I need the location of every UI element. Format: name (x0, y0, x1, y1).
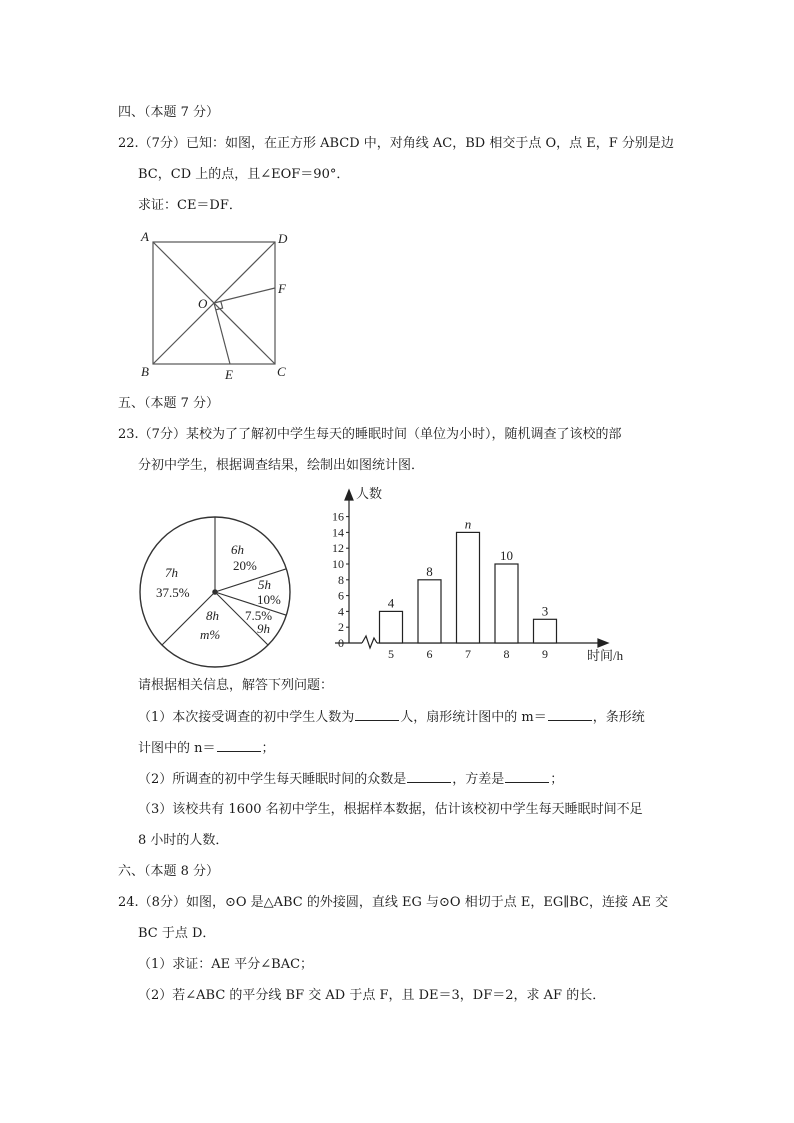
x-tick-label-9: 9 (542, 647, 548, 661)
x-tick-label-5: 5 (388, 647, 394, 661)
y-tick-label-14: 14 (332, 525, 344, 540)
q23-sub1-text-c: ，条形统 (592, 710, 645, 725)
q22-prove: 求证：CE＝DF． (138, 198, 242, 213)
label-d: D (278, 231, 288, 246)
answer-blank-n[interactable] (217, 739, 261, 752)
bar-chart (330, 480, 640, 670)
y-tick-label-0: 0 (338, 636, 344, 650)
segment-oe (214, 303, 230, 364)
label-e: E (225, 367, 233, 382)
q22-line-1: 22.（7分）已知：如图，在正方形 ABCD 中，对角线 AC，BD 相交于点 O，点 E，F 分别是边 (118, 136, 674, 151)
section-5-header: 五、（本题 7 分） (118, 396, 220, 411)
label-f: F (278, 281, 286, 296)
q23-instructions: 请根据相关信息，解答下列问题： (138, 678, 334, 693)
q23-sub2-text-b: ，方差是 (452, 772, 505, 787)
bar-8 (495, 564, 518, 643)
bar-data-label-5: 4 (387, 595, 395, 611)
pie-chart (135, 510, 295, 670)
x-axis-arrow (598, 639, 608, 647)
answer-blank-m[interactable] (548, 708, 592, 721)
pie-value-8h: m% (200, 627, 221, 642)
q23-sub1-text-d: 计图中的 n＝ (138, 741, 216, 756)
bar-5 (380, 611, 403, 643)
q22-square-figure (135, 226, 305, 386)
label-a: A (141, 229, 149, 244)
bar-data-label-9: 3 (541, 603, 549, 619)
y-tick-label-4: 4 (338, 604, 344, 619)
q23-sub1-line1 (138, 708, 645, 727)
answer-blank-variance[interactable] (505, 770, 549, 783)
y-tick-label-8: 8 (338, 572, 344, 587)
label-b: B (141, 364, 149, 379)
pie-label-9h: 9h (257, 621, 270, 636)
answer-blank-count[interactable] (355, 708, 399, 721)
y-axis-arrow (345, 490, 353, 500)
q23-sub2-text-a: （2）所调查的初中学生每天睡眠时间的众数是 (138, 772, 407, 787)
pie-value-7h: 37.5% (156, 585, 190, 600)
q23-sub1-text-a: （1）本次接受调查的初中学生人数为 (138, 710, 355, 725)
y-tick-label-12: 12 (332, 541, 344, 556)
y-tick-label-10: 10 (332, 557, 344, 571)
x-tick-label-6: 6 (426, 647, 433, 661)
q24-sub1: （1）求证：AE 平分∠BAC； (138, 957, 314, 972)
pie-value-9h: 7.5% (245, 608, 273, 623)
segment-of (214, 288, 275, 303)
pie-label-8h: 8h (206, 608, 219, 623)
pie-value-6h: 20% (233, 558, 257, 573)
q24-line-1: 24.（8分）如图，⊙O 是△ABC 的外接圆，直线 EG 与⊙O 相切于点 E，EG∥BC，连接 AE 交 (118, 895, 669, 910)
q23-sub2-text-c: ； (550, 772, 564, 787)
q22-line-2: BC，CD 上的点，且∠EOF＝90°． (138, 167, 350, 182)
section-6-header: 六、（本题 8 分） (118, 864, 220, 879)
label-o: O (198, 296, 208, 311)
q23-sub3-line1: （3）该校共有 1600 名初中学生，根据样本数据，估计该校初中学生每天睡眠时间不足 (138, 802, 643, 817)
answer-blank-mode[interactable] (407, 770, 451, 783)
q23-sub3-line2: 8 小时的人数． (138, 833, 229, 848)
q23-sub2 (138, 770, 563, 789)
y-tick-label-6: 6 (338, 588, 344, 603)
q24-line-2: BC 于点 D． (138, 926, 216, 941)
x-tick-label-8: 8 (503, 647, 510, 661)
pie-label-7h: 7h (165, 565, 178, 580)
pie-label-5h: 5h (258, 577, 271, 592)
x-tick-label-7: 7 (465, 647, 471, 661)
section-4-header: 四、（本题 7 分） (118, 105, 220, 120)
label-c: C (277, 364, 286, 379)
pie-label-6h: 6h (231, 542, 244, 557)
bar-data-label-6: 8 (426, 563, 433, 579)
axis-break (362, 636, 377, 648)
q23-line-2: 分初中学生，根据调查结果，绘制出如图统计图． (138, 458, 425, 473)
q23-sub1-line2 (138, 739, 275, 758)
x-axis-title: 时间/h (587, 648, 624, 663)
pie-value-5h: 10% (257, 592, 281, 607)
bar-7 (457, 532, 480, 643)
bar-6 (418, 580, 441, 643)
y-tick-label-2: 2 (338, 620, 344, 635)
bar-data-label-8: 10 (500, 548, 513, 563)
q23-sub1-text-b: 人，扇形统计图中的 m＝ (400, 710, 547, 725)
bar-9 (534, 619, 557, 643)
q23-sub1-text-e: ； (261, 741, 275, 756)
bar-data-label-7: n (464, 516, 472, 532)
q23-line-1: 23.（7分）某校为了了解初中学生每天的睡眠时间（单位为小时），随机调查了该校的部 (118, 427, 622, 442)
q24-sub2: （2）若∠ABC 的平分线 BF 交 AD 于点 F，且 DE＝3，DF＝2，求 AF 的长． (138, 988, 606, 1003)
y-axis-title: 人数 (356, 486, 383, 501)
y-tick-label-16: 16 (332, 509, 344, 524)
